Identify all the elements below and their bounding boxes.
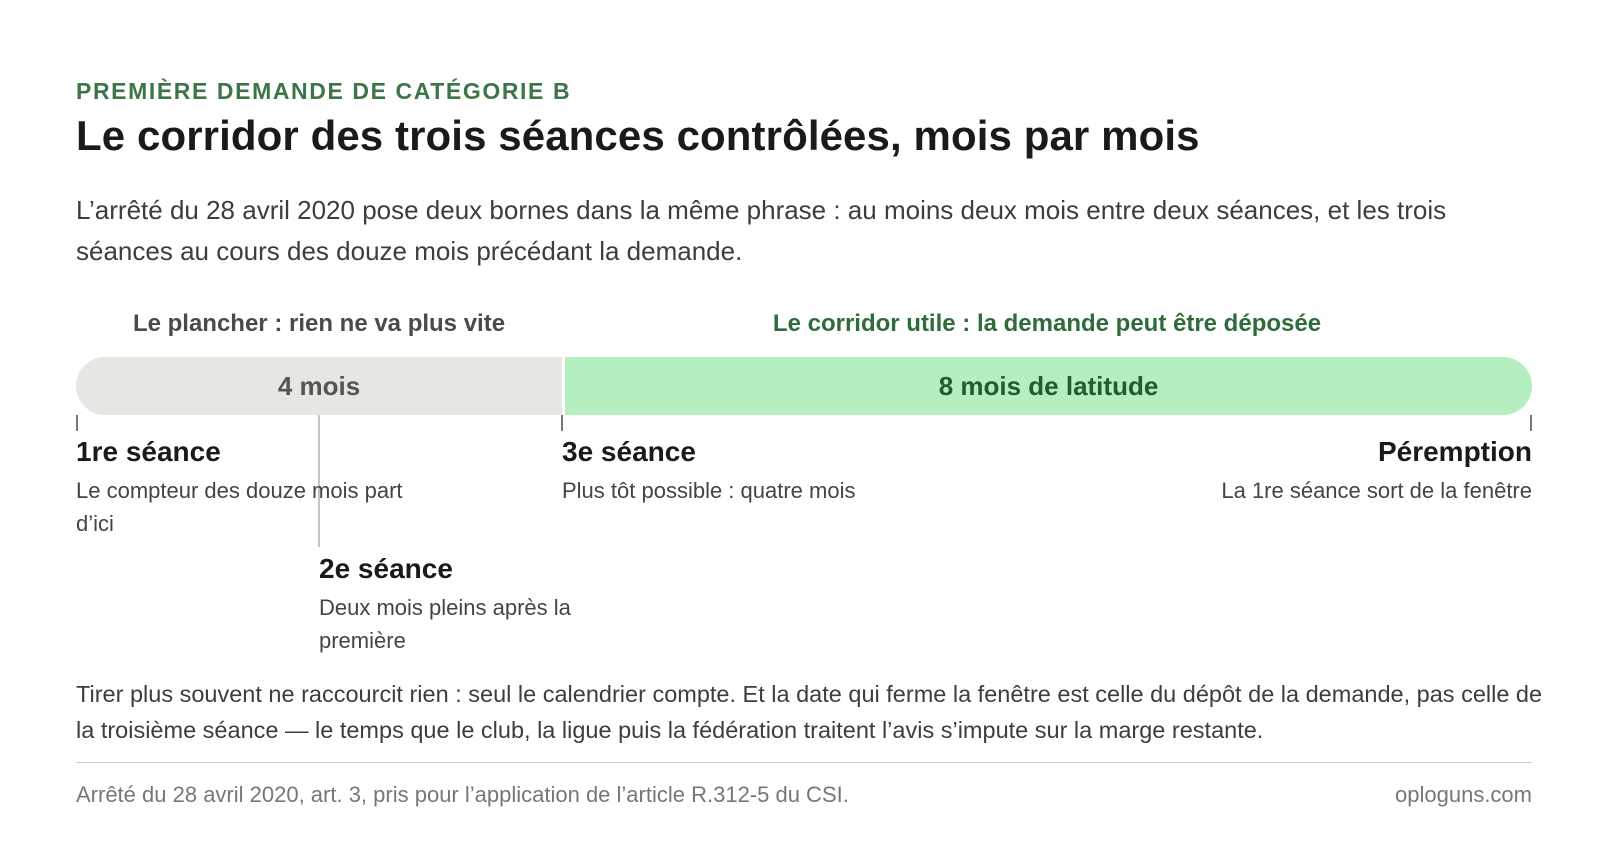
marker-title: Péremption <box>1377 436 1532 467</box>
corridor-zone-label: Le corridor utile : la demande peut être déposée <box>772 310 1322 337</box>
tick-end <box>1530 415 1532 431</box>
marker-expiry <box>1132 436 1532 507</box>
footer-divider <box>76 762 1532 763</box>
page-title: Le corridor des trois séances contrôlées, mois par mois <box>76 112 1200 159</box>
marker-desc: La 1re séance sort de la fenêtre <box>1221 478 1532 503</box>
floor-zone-label: Le plancher : rien ne va plus vite <box>132 310 506 337</box>
marker-second-session <box>319 553 609 657</box>
tick-start <box>76 415 78 431</box>
marker-first-session <box>76 436 406 540</box>
marker-title: 1re séance <box>76 436 221 467</box>
source-citation: Arrêté du 28 avril 2020, art. 3, pris pour l’application de l’article R.312-5 du CSI. <box>76 782 849 807</box>
marker-desc: Le compteur des douze mois part d’ici <box>76 478 403 536</box>
marker-desc: Plus tôt possible : quatre mois <box>562 478 856 503</box>
marker-title: 2e séance <box>319 553 453 584</box>
corridor-segment: 8 mois de latitude <box>565 357 1532 415</box>
floor-segment: 4 mois <box>76 357 562 415</box>
timeline-bar <box>76 357 1532 415</box>
marker-title: 3e séance <box>562 436 696 467</box>
site-credit: oploguns.com <box>1395 782 1532 807</box>
kicker: PREMIÈRE DEMANDE DE CATÉGORIE B <box>76 78 572 104</box>
intro-text: L’arrêté du 28 avril 2020 pose deux bornes dans la même phrase : au moins deux mois entre deux séances, et les trois séances au cours des douze mois précédant la demande. <box>76 195 1447 266</box>
marker-third-session <box>562 436 942 507</box>
tick-third-session <box>561 415 563 431</box>
marker-desc: Deux mois pleins après la première <box>319 595 571 653</box>
footnote-text: Tirer plus souvent ne raccourcit rien : seul le calendrier compte. Et la date qui ferme la fenêtre est celle du dépôt de la demande, pas celle de la troisième séance — le temps que le club, la ligue puis la fédération traitent l’avis s’impute sur la marge restante. <box>76 681 1543 743</box>
